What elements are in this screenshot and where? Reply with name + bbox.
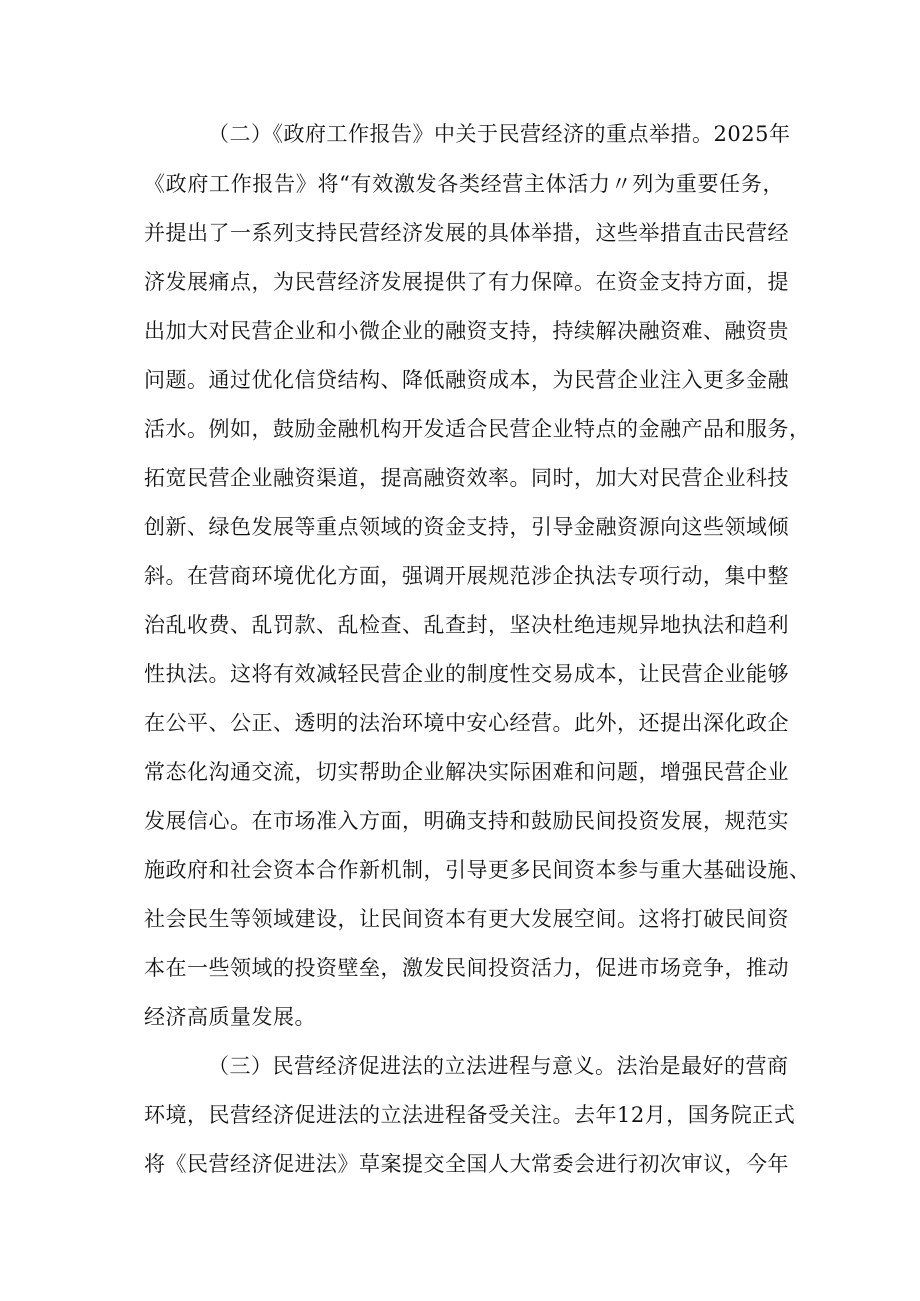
paragraph-2-line-16: 施政府和社会资本合作新机制，引导更多民间资本参与重大基础设施、 [144, 858, 811, 882]
paragraph-3-line-1: （三）民营经济促进法的立法进程与意义。法治是最好的营商 [208, 1054, 789, 1078]
paragraph-2-line-17: 社会民生等领域建设，让民间资本有更大发展空间。这将打破民间资 [144, 907, 789, 931]
paragraph-2-line-14: 常态化沟通交流，切实帮助企业解决实际困难和问题，增强民营企业 [144, 760, 789, 784]
paragraph-2-line-7: 活水。例如，鼓励金融机构开发适合民营企业特点的金融产品和服务， [144, 417, 811, 441]
paragraph-2-line-3: 并提出了一系列支持民营经济发展的具体举措，这些举措直击民营经 [144, 221, 789, 245]
paragraph-2-line-11: 治乱收费、乱罚款、乱检查、乱查封，坚决杜绝违规异地执法和趋利 [144, 613, 789, 637]
paragraph-2-line-9: 创新、绿色发展等重点领域的资金支持，引导金融资源向这些领域倾 [144, 515, 789, 539]
paragraph-2-line-18: 本在一些领域的投资壁垒，激发民间投资活力，促进市场竞争，推动 [144, 956, 789, 980]
paragraph-2-line-13: 在公平、公正、透明的法治环境中安心经营。此外，还提出深化政企 [144, 711, 789, 735]
paragraph-2-line-6: 问题。通过优化信贷结构、降低融资成本，为民营企业注入更多金融 [144, 368, 789, 392]
paragraph-2-line-19: 经济高质量发展。 [144, 1005, 316, 1029]
paragraph-2-line-12: 性执法。这将有效减轻民营企业的制度性交易成本，让民营企业能够 [144, 662, 789, 686]
paragraph-2-line-1: （二）《政府工作报告》中关于民营经济的重点举措。2025年 [208, 122, 791, 146]
paragraph-2-line-2: 《政府工作报告》将“有效激发各类经营主体活力〃列为重要任务， [144, 172, 784, 196]
paragraph-2-line-8: 拓宽民营企业融资渠道，提高融资效率。同时，加大对民营企业科技 [144, 466, 789, 490]
paragraph-2-line-15: 发展信心。在市场准入方面，明确支持和鼓励民间投资发展，规范实 [144, 809, 789, 833]
paragraph-2-line-4: 济发展痛点，为民营经济发展提供了有力保障。在资金支持方面，提 [144, 270, 789, 294]
paragraph-3-line-3: 将《民营经济促进法》草案提交全国人大常委会进行初次审议，今年 [144, 1152, 789, 1176]
paragraph-2-line-5: 出加大对民营企业和小微企业的融资支持，持续解决融资难、融资贵 [144, 319, 789, 343]
paragraph-2-line-10: 斜。在营商环境优化方面，强调开展规范涉企执法专项行动，集中整 [144, 564, 789, 588]
paragraph-3-line-2: 环境，民营经济促进法的立法进程备受关注。去年12月，国务院正式 [144, 1103, 796, 1127]
